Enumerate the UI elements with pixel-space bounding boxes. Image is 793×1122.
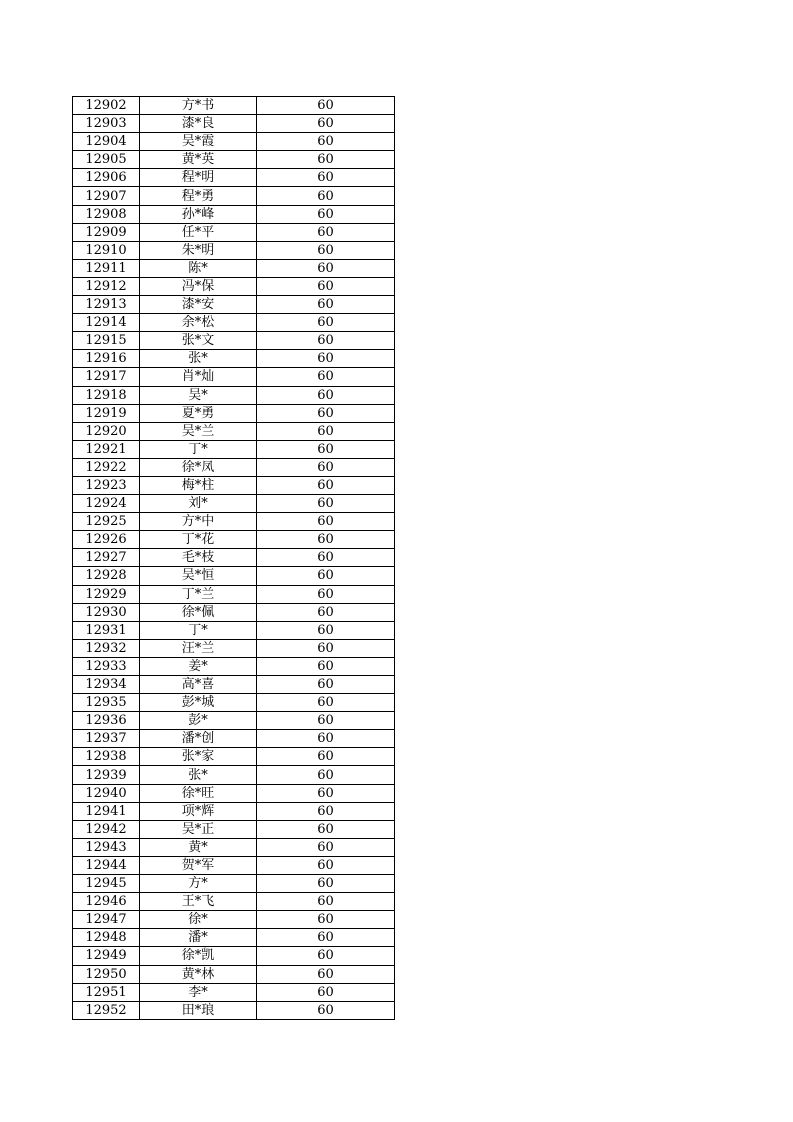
row-id-cell: 12914 bbox=[73, 314, 140, 332]
row-amount-cell: 60 bbox=[257, 205, 395, 223]
row-name-cell: 吴* bbox=[140, 386, 257, 404]
table-row bbox=[73, 585, 395, 603]
row-id-cell: 12936 bbox=[73, 712, 140, 730]
row-name-cell: 吴*恒 bbox=[140, 567, 257, 585]
row-id-cell: 12938 bbox=[73, 748, 140, 766]
row-id-cell: 12941 bbox=[73, 802, 140, 820]
row-amount-cell: 60 bbox=[257, 639, 395, 657]
row-name-cell: 漆*安 bbox=[140, 296, 257, 314]
row-amount-cell: 60 bbox=[257, 784, 395, 802]
row-name-cell: 张*文 bbox=[140, 332, 257, 350]
row-amount-cell: 60 bbox=[257, 332, 395, 350]
row-id-cell: 12916 bbox=[73, 350, 140, 368]
row-amount-cell: 60 bbox=[257, 694, 395, 712]
row-name-cell: 吴*兰 bbox=[140, 422, 257, 440]
row-name-cell: 漆*良 bbox=[140, 115, 257, 133]
row-id-cell: 12910 bbox=[73, 241, 140, 259]
row-id-cell: 12922 bbox=[73, 458, 140, 476]
row-amount-cell: 60 bbox=[257, 133, 395, 151]
table-row bbox=[73, 766, 395, 784]
row-amount-cell: 60 bbox=[257, 965, 395, 983]
table-row bbox=[73, 495, 395, 513]
table-row bbox=[73, 838, 395, 856]
row-amount-cell: 60 bbox=[257, 513, 395, 531]
row-id-cell: 12905 bbox=[73, 151, 140, 169]
row-name-cell: 任*平 bbox=[140, 223, 257, 241]
table-row bbox=[73, 386, 395, 404]
row-amount-cell: 60 bbox=[257, 712, 395, 730]
row-name-cell: 方*中 bbox=[140, 513, 257, 531]
row-amount-cell: 60 bbox=[257, 476, 395, 494]
row-id-cell: 12946 bbox=[73, 893, 140, 911]
row-name-cell: 朱*明 bbox=[140, 241, 257, 259]
row-amount-cell: 60 bbox=[257, 259, 395, 277]
row-id-cell: 12909 bbox=[73, 223, 140, 241]
row-name-cell: 陈* bbox=[140, 259, 257, 277]
row-amount-cell: 60 bbox=[257, 621, 395, 639]
row-id-cell: 12919 bbox=[73, 404, 140, 422]
table-row bbox=[73, 169, 395, 187]
row-id-cell: 12908 bbox=[73, 205, 140, 223]
row-id-cell: 12921 bbox=[73, 440, 140, 458]
table-row bbox=[73, 368, 395, 386]
table-row bbox=[73, 748, 395, 766]
table-row bbox=[73, 187, 395, 205]
table-row bbox=[73, 296, 395, 314]
row-id-cell: 12935 bbox=[73, 694, 140, 712]
row-name-cell: 吴*霞 bbox=[140, 133, 257, 151]
table-row bbox=[73, 802, 395, 820]
row-amount-cell: 60 bbox=[257, 748, 395, 766]
row-amount-cell: 60 bbox=[257, 404, 395, 422]
table-row bbox=[73, 730, 395, 748]
table-row bbox=[73, 965, 395, 983]
row-amount-cell: 60 bbox=[257, 838, 395, 856]
row-id-cell: 12943 bbox=[73, 838, 140, 856]
row-name-cell: 刘* bbox=[140, 495, 257, 513]
table-row bbox=[73, 694, 395, 712]
row-name-cell: 汪*兰 bbox=[140, 639, 257, 657]
table-row bbox=[73, 332, 395, 350]
row-id-cell: 12917 bbox=[73, 368, 140, 386]
row-amount-cell: 60 bbox=[257, 151, 395, 169]
row-name-cell: 丁* bbox=[140, 440, 257, 458]
row-name-cell: 潘* bbox=[140, 929, 257, 947]
table-row bbox=[73, 476, 395, 494]
row-name-cell: 张* bbox=[140, 766, 257, 784]
row-name-cell: 梅*柱 bbox=[140, 476, 257, 494]
row-id-cell: 12923 bbox=[73, 476, 140, 494]
row-id-cell: 12920 bbox=[73, 422, 140, 440]
row-id-cell: 12944 bbox=[73, 856, 140, 874]
row-name-cell: 徐*凯 bbox=[140, 947, 257, 965]
table-row bbox=[73, 458, 395, 476]
table-row bbox=[73, 241, 395, 259]
row-amount-cell: 60 bbox=[257, 115, 395, 133]
row-id-cell: 12904 bbox=[73, 133, 140, 151]
row-name-cell: 黄*林 bbox=[140, 965, 257, 983]
row-name-cell: 张* bbox=[140, 350, 257, 368]
row-amount-cell: 60 bbox=[257, 567, 395, 585]
row-amount-cell: 60 bbox=[257, 766, 395, 784]
row-name-cell: 程*勇 bbox=[140, 187, 257, 205]
table-row bbox=[73, 205, 395, 223]
row-amount-cell: 60 bbox=[257, 296, 395, 314]
spreadsheet-page bbox=[72, 96, 395, 1020]
row-id-cell: 12947 bbox=[73, 911, 140, 929]
row-name-cell: 毛*枝 bbox=[140, 549, 257, 567]
table-row bbox=[73, 115, 395, 133]
table-row bbox=[73, 151, 395, 169]
row-id-cell: 12924 bbox=[73, 495, 140, 513]
row-name-cell: 方* bbox=[140, 875, 257, 893]
row-id-cell: 12918 bbox=[73, 386, 140, 404]
row-id-cell: 12925 bbox=[73, 513, 140, 531]
row-id-cell: 12912 bbox=[73, 277, 140, 295]
row-amount-cell: 60 bbox=[257, 531, 395, 549]
row-name-cell: 徐*旺 bbox=[140, 784, 257, 802]
row-name-cell: 孙*峰 bbox=[140, 205, 257, 223]
row-name-cell: 彭*城 bbox=[140, 694, 257, 712]
row-id-cell: 12931 bbox=[73, 621, 140, 639]
row-amount-cell: 60 bbox=[257, 440, 395, 458]
table-row bbox=[73, 639, 395, 657]
table-row bbox=[73, 133, 395, 151]
row-name-cell: 姜* bbox=[140, 657, 257, 675]
row-amount-cell: 60 bbox=[257, 911, 395, 929]
table-row bbox=[73, 223, 395, 241]
row-amount-cell: 60 bbox=[257, 1001, 395, 1019]
row-name-cell: 彭* bbox=[140, 712, 257, 730]
row-id-cell: 12939 bbox=[73, 766, 140, 784]
row-id-cell: 12929 bbox=[73, 585, 140, 603]
row-name-cell: 项*辉 bbox=[140, 802, 257, 820]
row-name-cell: 王*飞 bbox=[140, 893, 257, 911]
table-row bbox=[73, 567, 395, 585]
row-name-cell: 丁*花 bbox=[140, 531, 257, 549]
table-row bbox=[73, 947, 395, 965]
row-amount-cell: 60 bbox=[257, 350, 395, 368]
row-id-cell: 12940 bbox=[73, 784, 140, 802]
row-id-cell: 12903 bbox=[73, 115, 140, 133]
row-id-cell: 12907 bbox=[73, 187, 140, 205]
row-amount-cell: 60 bbox=[257, 603, 395, 621]
row-amount-cell: 60 bbox=[257, 802, 395, 820]
row-id-cell: 12932 bbox=[73, 639, 140, 657]
row-amount-cell: 60 bbox=[257, 386, 395, 404]
table-row bbox=[73, 97, 395, 115]
row-amount-cell: 60 bbox=[257, 241, 395, 259]
row-name-cell: 徐* bbox=[140, 911, 257, 929]
table-row bbox=[73, 983, 395, 1001]
row-amount-cell: 60 bbox=[257, 820, 395, 838]
row-id-cell: 12945 bbox=[73, 875, 140, 893]
row-amount-cell: 60 bbox=[257, 730, 395, 748]
row-name-cell: 李* bbox=[140, 983, 257, 1001]
row-id-cell: 12911 bbox=[73, 259, 140, 277]
row-amount-cell: 60 bbox=[257, 97, 395, 115]
row-name-cell: 夏*勇 bbox=[140, 404, 257, 422]
row-amount-cell: 60 bbox=[257, 187, 395, 205]
row-name-cell: 余*松 bbox=[140, 314, 257, 332]
table-row bbox=[73, 531, 395, 549]
row-amount-cell: 60 bbox=[257, 277, 395, 295]
table-row bbox=[73, 657, 395, 675]
row-amount-cell: 60 bbox=[257, 929, 395, 947]
row-amount-cell: 60 bbox=[257, 856, 395, 874]
row-id-cell: 12951 bbox=[73, 983, 140, 1001]
row-id-cell: 12949 bbox=[73, 947, 140, 965]
row-name-cell: 高*喜 bbox=[140, 676, 257, 694]
table-row bbox=[73, 712, 395, 730]
table-row bbox=[73, 856, 395, 874]
row-amount-cell: 60 bbox=[257, 368, 395, 386]
row-name-cell: 张*家 bbox=[140, 748, 257, 766]
table-row bbox=[73, 784, 395, 802]
row-name-cell: 徐*佩 bbox=[140, 603, 257, 621]
table-row bbox=[73, 1001, 395, 1019]
row-amount-cell: 60 bbox=[257, 422, 395, 440]
row-amount-cell: 60 bbox=[257, 983, 395, 1001]
row-id-cell: 12913 bbox=[73, 296, 140, 314]
table-row bbox=[73, 676, 395, 694]
table-row bbox=[73, 259, 395, 277]
table-body bbox=[73, 97, 395, 1020]
row-id-cell: 12928 bbox=[73, 567, 140, 585]
row-amount-cell: 60 bbox=[257, 495, 395, 513]
row-id-cell: 12942 bbox=[73, 820, 140, 838]
table-row bbox=[73, 549, 395, 567]
row-name-cell: 程*明 bbox=[140, 169, 257, 187]
row-id-cell: 12915 bbox=[73, 332, 140, 350]
data-table bbox=[72, 96, 395, 1020]
row-id-cell: 12902 bbox=[73, 97, 140, 115]
row-name-cell: 潘*创 bbox=[140, 730, 257, 748]
row-amount-cell: 60 bbox=[257, 676, 395, 694]
table-row bbox=[73, 875, 395, 893]
row-name-cell: 徐*凤 bbox=[140, 458, 257, 476]
row-name-cell: 黄*英 bbox=[140, 151, 257, 169]
row-name-cell: 肖*灿 bbox=[140, 368, 257, 386]
row-name-cell: 丁*兰 bbox=[140, 585, 257, 603]
table-row bbox=[73, 820, 395, 838]
row-name-cell: 丁* bbox=[140, 621, 257, 639]
row-amount-cell: 60 bbox=[257, 585, 395, 603]
row-amount-cell: 60 bbox=[257, 458, 395, 476]
row-id-cell: 12933 bbox=[73, 657, 140, 675]
table-row bbox=[73, 603, 395, 621]
row-id-cell: 12950 bbox=[73, 965, 140, 983]
row-id-cell: 12934 bbox=[73, 676, 140, 694]
row-id-cell: 12927 bbox=[73, 549, 140, 567]
row-amount-cell: 60 bbox=[257, 549, 395, 567]
row-amount-cell: 60 bbox=[257, 314, 395, 332]
table-row bbox=[73, 911, 395, 929]
row-amount-cell: 60 bbox=[257, 657, 395, 675]
row-amount-cell: 60 bbox=[257, 893, 395, 911]
table-row bbox=[73, 350, 395, 368]
row-id-cell: 12937 bbox=[73, 730, 140, 748]
row-amount-cell: 60 bbox=[257, 223, 395, 241]
row-amount-cell: 60 bbox=[257, 875, 395, 893]
row-id-cell: 12930 bbox=[73, 603, 140, 621]
table-row bbox=[73, 422, 395, 440]
table-row bbox=[73, 621, 395, 639]
row-id-cell: 12952 bbox=[73, 1001, 140, 1019]
table-row bbox=[73, 893, 395, 911]
row-name-cell: 贺*军 bbox=[140, 856, 257, 874]
table-row bbox=[73, 440, 395, 458]
table-row bbox=[73, 929, 395, 947]
table-row bbox=[73, 404, 395, 422]
row-id-cell: 12906 bbox=[73, 169, 140, 187]
row-name-cell: 吴*正 bbox=[140, 820, 257, 838]
table-row bbox=[73, 277, 395, 295]
row-amount-cell: 60 bbox=[257, 947, 395, 965]
table-row bbox=[73, 513, 395, 531]
row-name-cell: 田*琅 bbox=[140, 1001, 257, 1019]
table-row bbox=[73, 314, 395, 332]
row-id-cell: 12926 bbox=[73, 531, 140, 549]
row-id-cell: 12948 bbox=[73, 929, 140, 947]
row-name-cell: 黄* bbox=[140, 838, 257, 856]
row-amount-cell: 60 bbox=[257, 169, 395, 187]
row-name-cell: 方*书 bbox=[140, 97, 257, 115]
row-name-cell: 冯*保 bbox=[140, 277, 257, 295]
